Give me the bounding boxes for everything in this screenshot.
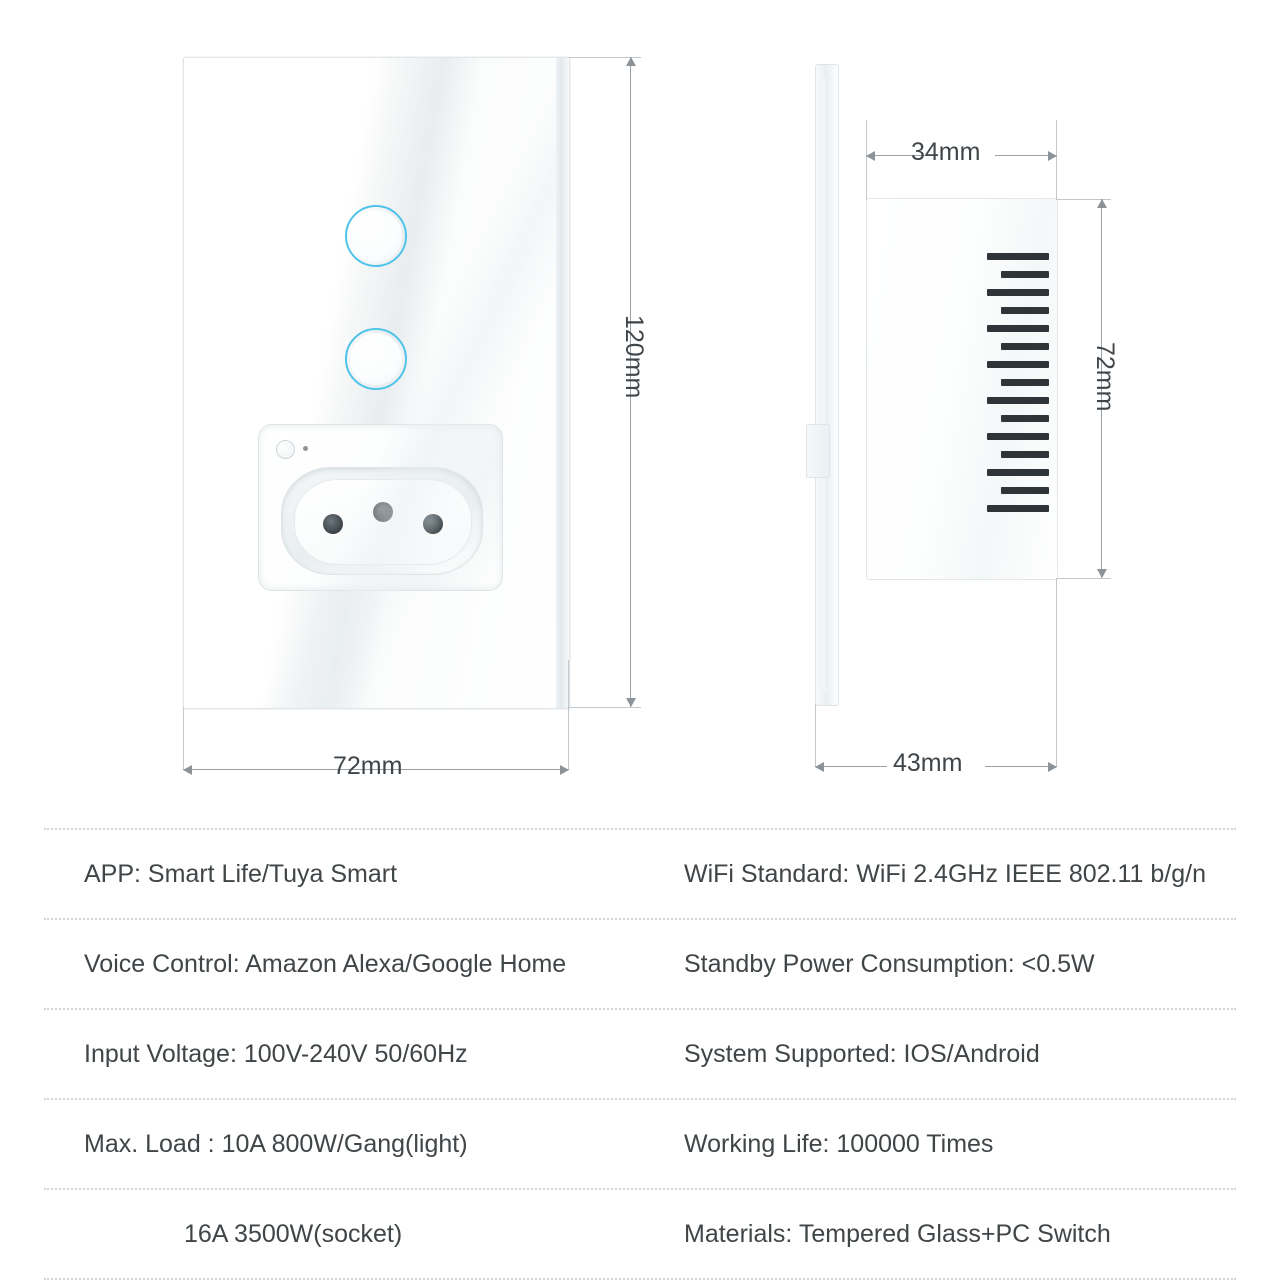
socket-screw-dot-icon (303, 446, 308, 451)
ext-line-front-bottom (569, 707, 641, 708)
arrow-front-width-right (560, 765, 569, 775)
vent-slot (987, 505, 1049, 512)
arrow-front-height-top (626, 57, 636, 66)
ext-line-43mm-right (1056, 578, 1057, 766)
vent-slot (987, 253, 1049, 260)
vent-slot (987, 361, 1049, 368)
arrow-72mm-top (1097, 199, 1107, 208)
ext-line-43mm-left (815, 704, 816, 766)
vent-slot (987, 433, 1049, 440)
vent-slot (1001, 415, 1049, 422)
arrow-34mm-right (1048, 151, 1057, 161)
spec-standby-power: Standby Power Consumption: <0.5W (684, 949, 1095, 978)
table-row (44, 1098, 1236, 1188)
dim-label-body-height: 72mm (1091, 342, 1119, 412)
specification-table (44, 828, 1236, 1280)
vent-slot (1001, 379, 1049, 386)
vent-slot (1001, 307, 1049, 314)
dim-label-height: 120mm (620, 315, 648, 399)
touch-button-2-icon[interactable] (345, 328, 407, 390)
dim-line-43mm-left-seg (815, 766, 887, 767)
spec-system-supported: System Supported: IOS/Android (684, 1039, 1040, 1068)
dim-label-body-depth: 34mm (911, 138, 981, 166)
table-row (44, 1008, 1236, 1098)
switch-side-body (866, 198, 1058, 580)
table-row (44, 918, 1236, 1008)
vent-slot (1001, 343, 1049, 350)
spec-working-life: Working Life: 100000 Times (684, 1129, 994, 1158)
socket-indicator-led-icon (276, 440, 295, 459)
switch-front-glass-edge (556, 57, 570, 709)
arrow-front-height-bottom (626, 698, 636, 707)
switch-side-glass (815, 64, 839, 706)
spec-input-voltage: Input Voltage: 100V-240V 50/60Hz (84, 1039, 468, 1068)
arrow-34mm-left (866, 151, 875, 161)
arrow-72mm-bottom (1097, 569, 1107, 578)
vent-slot (1001, 451, 1049, 458)
ext-line-72mm-bottom (1056, 578, 1111, 579)
table-row (44, 828, 1236, 918)
arrow-43mm-left (815, 762, 824, 772)
vent-slot (1001, 487, 1049, 494)
dim-label-width: 72mm (333, 752, 403, 780)
socket-pin-live-icon (323, 514, 343, 534)
dim-label-total-depth: 43mm (893, 749, 963, 777)
switch-front-panel (183, 57, 570, 709)
spec-max-load: Max. Load : 10A 800W/Gang(light) (84, 1129, 468, 1158)
touch-button-1-icon[interactable] (345, 205, 407, 267)
spec-app: APP: Smart Life/Tuya Smart (84, 859, 398, 888)
ext-line-front-left (183, 707, 184, 769)
socket-pin-ground-icon (373, 502, 393, 522)
vent-slot (1001, 271, 1049, 278)
vent-slot (987, 469, 1049, 476)
socket-inner-face (294, 479, 472, 565)
vent-slot (987, 289, 1049, 296)
spec-wifi-standard: WiFi Standard: WiFi 2.4GHz IEEE 802.11 b/g/n (684, 859, 1206, 888)
vent-slot (987, 397, 1049, 404)
dim-line-43mm-right-seg (985, 766, 1057, 767)
vent-slot (987, 325, 1049, 332)
table-row (44, 1188, 1236, 1280)
arrow-43mm-right (1048, 762, 1057, 772)
spec-voice-control: Voice Control: Amazon Alexa/Google Home (84, 949, 567, 978)
power-socket (258, 424, 503, 591)
switch-side-tab (806, 424, 830, 478)
socket-recess (281, 467, 483, 575)
arrow-front-width-left (183, 765, 192, 775)
spec-max-load-socket: 16A 3500W(socket) (184, 1219, 403, 1248)
spec-materials: Materials: Tempered Glass+PC Switch (684, 1219, 1111, 1248)
socket-pin-neutral-icon (423, 514, 443, 534)
ext-line-front-right (568, 660, 569, 769)
